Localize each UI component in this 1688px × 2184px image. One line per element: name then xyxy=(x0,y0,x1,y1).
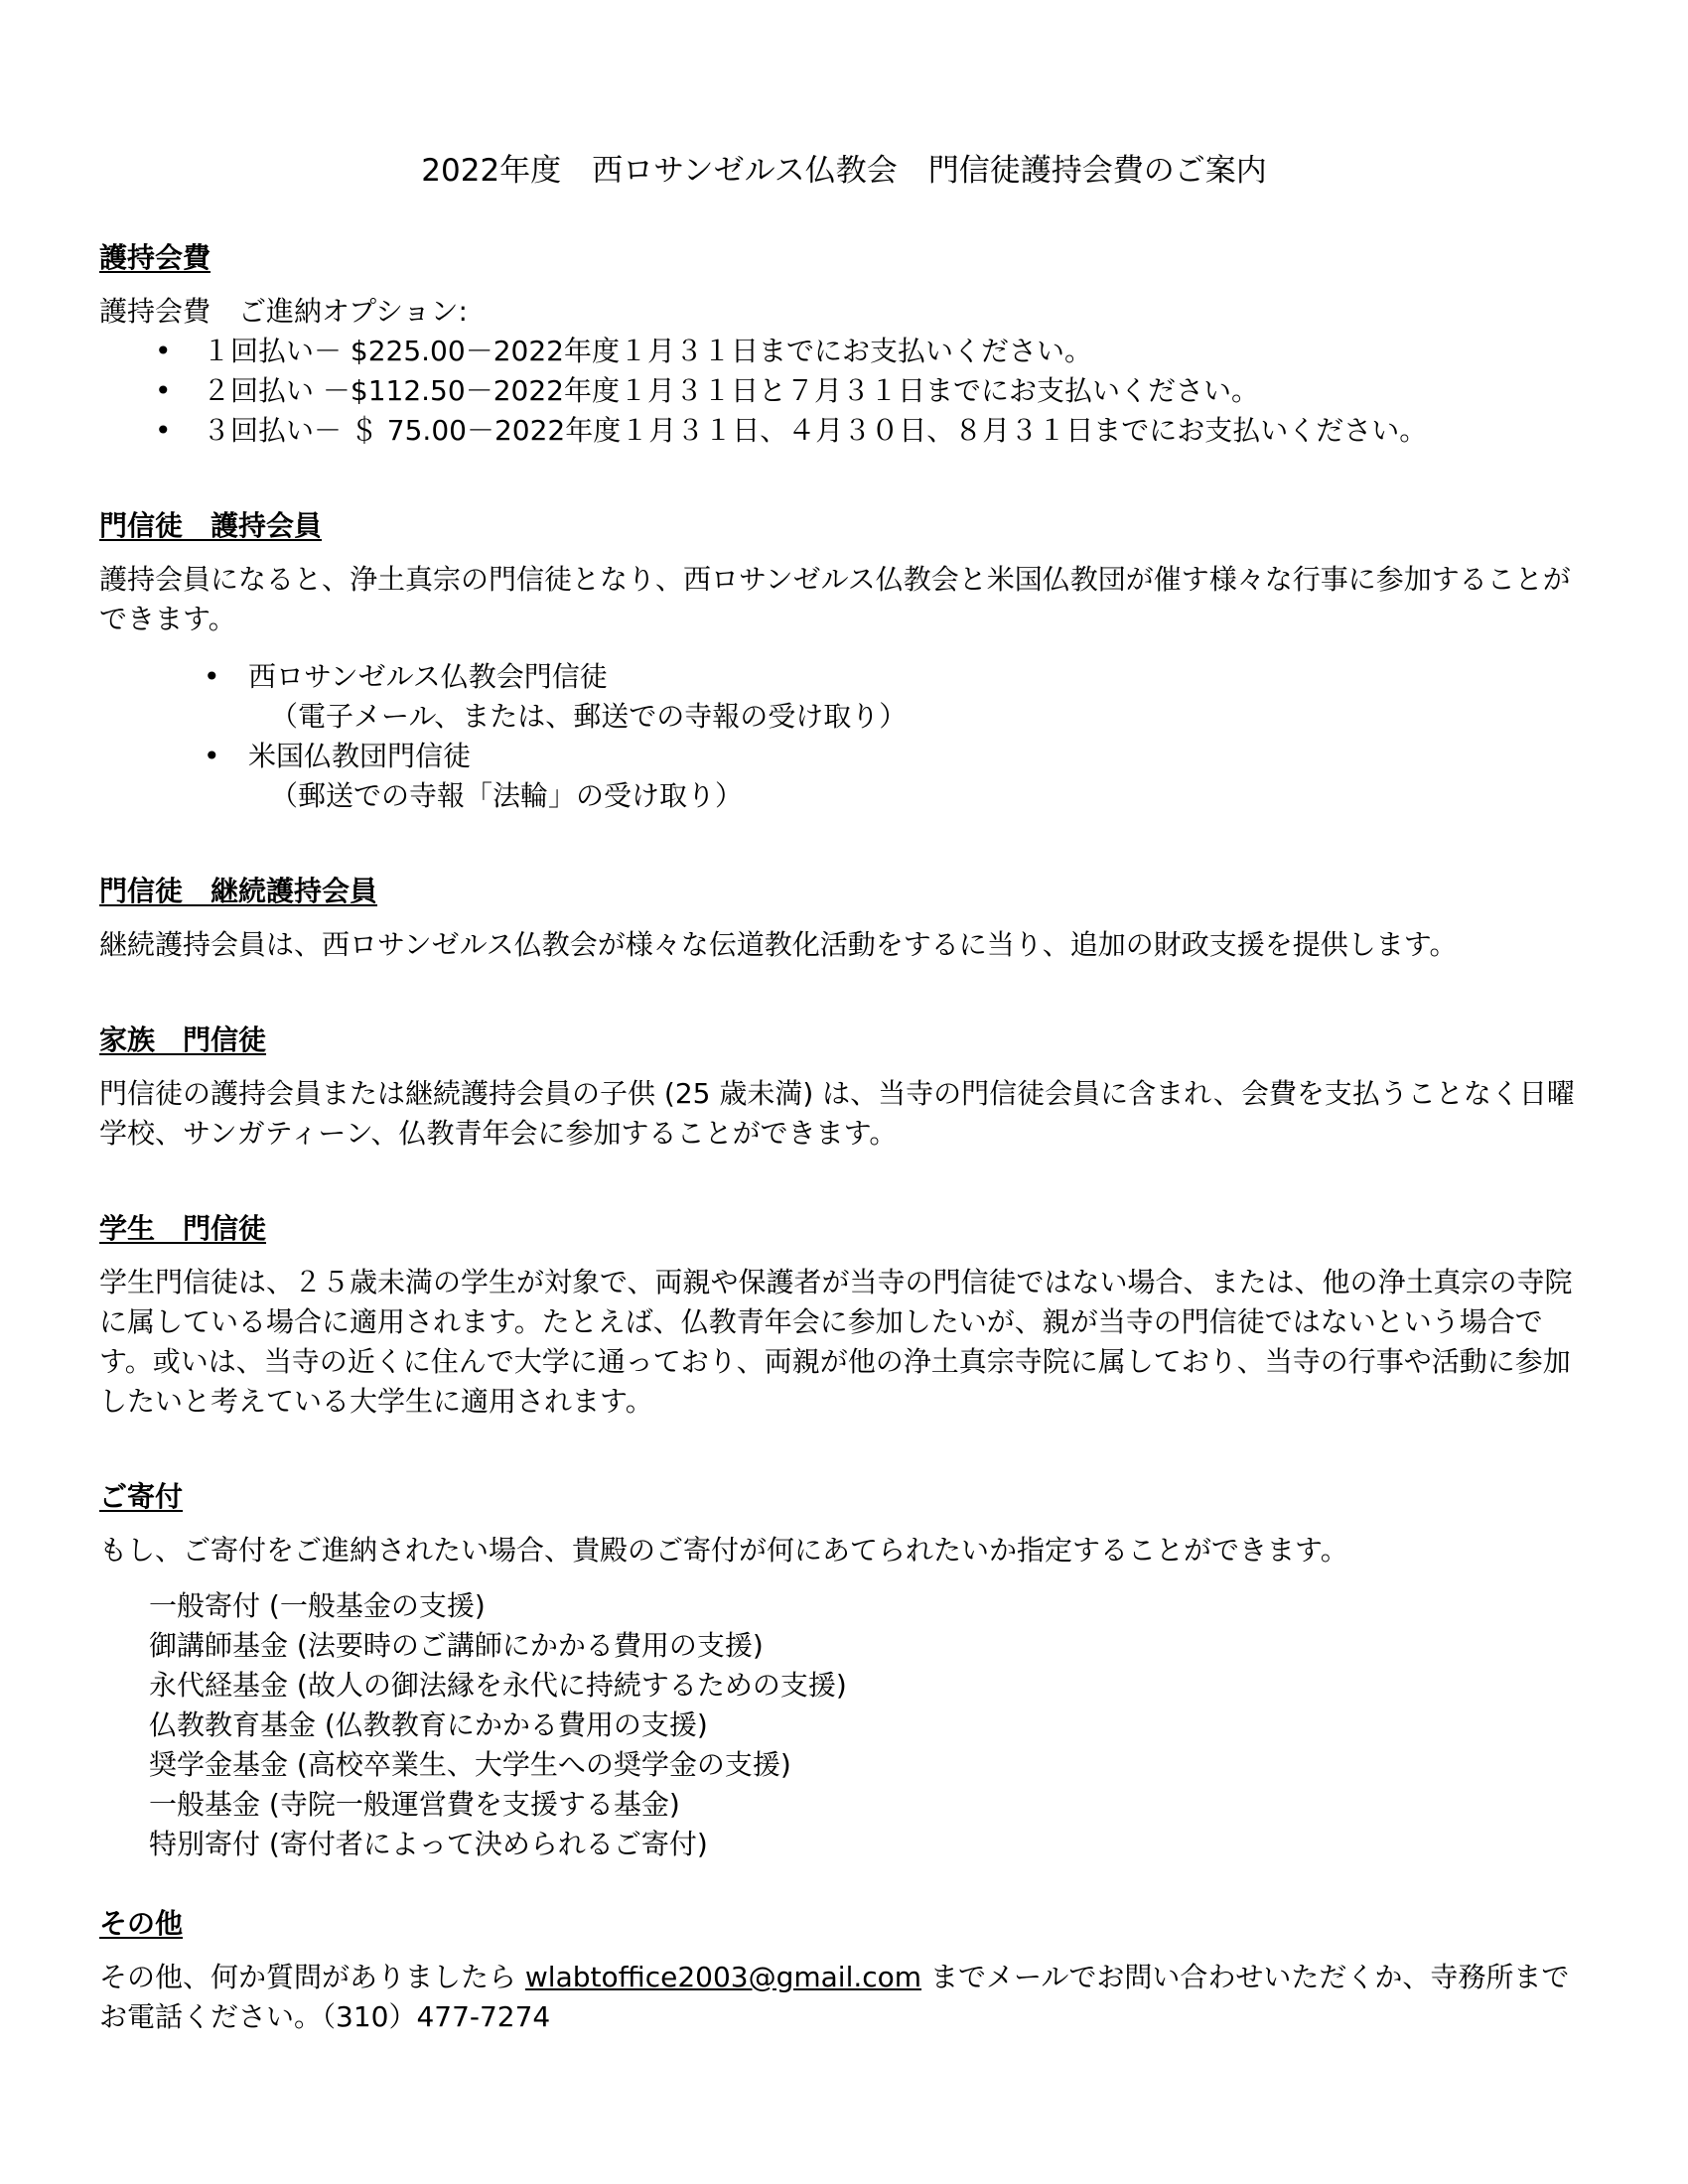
dues-intro: 護持会費 ご進納オプション: xyxy=(99,295,468,328)
other-text-after: までメールでお問い合わせいただくか、寺務所までお電話ください。（310）477-7274 xyxy=(99,1961,1570,2033)
donation-section xyxy=(99,1477,1589,1864)
member-item xyxy=(99,657,1589,737)
member-section xyxy=(99,506,1589,816)
email-link[interactable]: wlabtoffice2003@gmail.com xyxy=(524,1961,922,1993)
sustaining-text: 継続護持会員は、西ロサンゼルス仏教会が様々な伝道教化活動をするに当り、追加の財政支援を提供します。 xyxy=(99,928,1458,961)
document-page xyxy=(99,149,1589,2093)
family-heading: 家族 門信徒 xyxy=(99,1024,267,1056)
family-section xyxy=(99,1021,1589,1154)
sustaining-section xyxy=(99,872,1589,965)
dues-options-list xyxy=(99,332,1589,451)
member-item xyxy=(99,737,1589,816)
dues-option: • ２回払い －$112.50－2022年度１月３１日と７月３１日までにお支払いください。 xyxy=(99,371,1589,411)
other-heading: その他 xyxy=(99,1907,184,1940)
dues-section xyxy=(99,238,1589,451)
member-item-note: （郵送での寺報「法輪」の受け取り） xyxy=(270,779,744,812)
student-heading: 学生 門信徒 xyxy=(99,1212,267,1245)
member-heading: 門信徒 護持会員 xyxy=(99,509,323,542)
donation-fund: 特別寄付 (寄付者によって決められるご寄付) xyxy=(149,1828,708,1860)
dues-option: • １回払い－ $225.00－2022年度１月３１日までにお支払いください。 xyxy=(99,332,1589,371)
donation-text: もし、ご寄付をご進納されたい場合、貴殿のご寄付が何にあてられたいか指定することができます。 xyxy=(99,1534,1348,1567)
donation-fund: 御講師基金 (法要時のご講師にかかる費用の支援) xyxy=(149,1629,764,1662)
donation-fund: 一般寄付 (一般基金の支援) xyxy=(149,1589,486,1622)
donation-funds-list xyxy=(99,1586,1589,1864)
donation-fund: 永代経基金 (故人の御法縁を永代に持続するための支援) xyxy=(149,1669,847,1702)
dues-heading: 護持会費 xyxy=(99,241,211,274)
donation-heading: ご寄付 xyxy=(99,1480,184,1513)
family-text: 門信徒の護持会員または継続護持会員の子供 (25 歳未満) は、当寺の門信徒会員に含まれ、会費を支払うことなく日曜学校、サンガティーン、仏教青年会に参加することができます。 xyxy=(99,1077,1575,1150)
member-item-label: 西ロサンゼルス仏教会門信徒 xyxy=(248,660,608,693)
donation-fund: 仏教教育基金 (仏教教育にかかる費用の支援) xyxy=(149,1708,708,1741)
member-item-label: 米国仏教団門信徒 xyxy=(248,740,472,772)
other-text xyxy=(99,1958,1589,2037)
student-section xyxy=(99,1209,1589,1422)
member-item-note: （電子メール、または、郵送での寺報の受け取り） xyxy=(270,700,908,733)
other-text-before: その他、何か質問がありましたら xyxy=(99,1961,525,1993)
other-section xyxy=(99,1904,1589,2037)
member-list xyxy=(99,657,1589,816)
sustaining-heading: 門信徒 継続護持会員 xyxy=(99,875,378,907)
member-text: 護持会員になると、浄土真宗の門信徒となり、西ロサンゼルス仏教会と米国仏教団が催す様々な行事に参加することができます。 xyxy=(99,563,1571,635)
donation-fund: 一般基金 (寺院一般運営費を支援する基金) xyxy=(149,1788,680,1821)
donation-fund: 奨学金基金 (高校卒業生、大学生への奨学金の支援) xyxy=(149,1748,791,1781)
page-title: 2022年度 西ロサンゼルス仏教会 門信徒護持会費のご案内 xyxy=(421,153,1267,189)
student-text: 学生門信徒は、２５歳未満の学生が対象で、両親や保護者が当寺の門信徒ではない場合、または、他の浄土真宗の寺院に属している場合に適用されます。たとえば、仏教青年会に参加したいが、親が当寺の門信徒ではないという場合です。或いは、当寺の近くに住んで大学に通っており、両親が他の浄土真宗寺院に属しており、当寺の行事や活動に参加したいと考えている大学生に適用されます。 xyxy=(99,1266,1573,1418)
dues-option: • ３回払い－ ＄ 75.00－2022年度１月３１日、４月３０日、８月３１日までにお支払いください。 xyxy=(99,411,1589,451)
